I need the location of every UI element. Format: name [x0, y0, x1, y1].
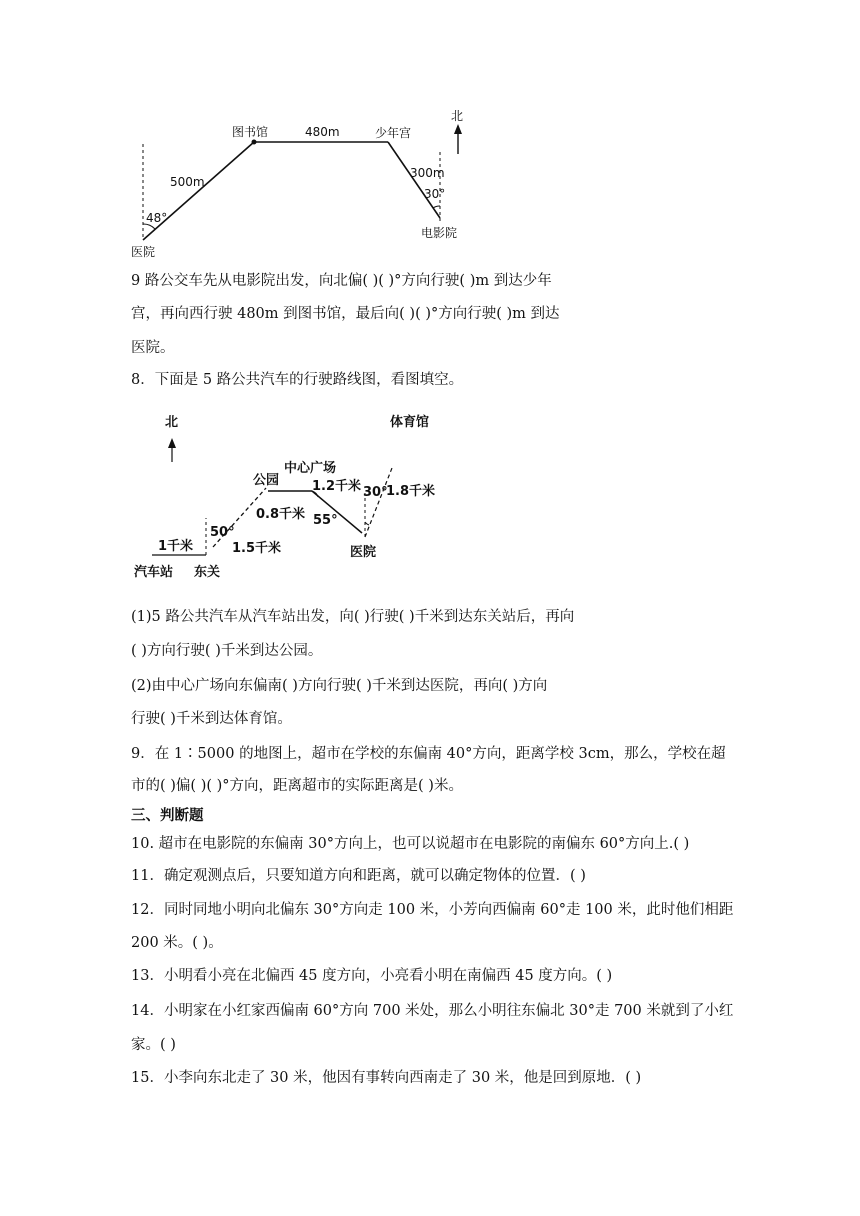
segment-hospital-stadium	[365, 468, 392, 537]
label-480m: 480m	[305, 125, 340, 139]
label-hospital: 医院	[131, 245, 156, 259]
label-youth-palace: 少年宫	[375, 126, 412, 140]
q8-part2-line-2: 行驶( )千米到达体育馆。	[131, 711, 292, 727]
label-park: 公园	[253, 473, 280, 488]
q9-line-2: 市的( )偏( )( )°方向，距离超市的实际距离是( )米。	[131, 778, 463, 794]
q8-part1-line-2: ( )方向行驶( )千米到达公园。	[131, 643, 323, 659]
q11: 11．确定观测点后，只要知道方向和距离，就可以确定物体的位置．( )	[131, 868, 586, 884]
q8-part1-line-1: (1)5 路公共汽车从汽车站出发，向( )行驶( )千米到达东关站后，再向	[131, 609, 575, 625]
q13: 13．小明看小亮在北偏西 45 度方向，小亮看小明在南偏西 45 度方向。( )	[131, 968, 613, 984]
north-arrow-head-icon-2	[168, 438, 176, 448]
label-48deg: 48°	[146, 211, 168, 225]
label-dongguan: 东关	[194, 565, 221, 580]
label-1-5km: 1.5千米	[232, 541, 282, 556]
label-30deg: 30°	[424, 187, 446, 201]
q12-line-1: 12．同时同地小明向北偏东 30°方向走 100 米，小芳向西偏南 60°走 100 米，此时他们相距	[131, 902, 734, 918]
q15: 15．小李向东北走了 30 米，他因有事转向西南走了 30 米，他是回到原地．( )	[131, 1070, 642, 1086]
label-north-2: 北	[165, 415, 179, 430]
q8-prompt: 8．下面是 5 路公共汽车的行驶路线图，看图填空。	[131, 372, 464, 388]
q14-line-2: 家。( )	[131, 1037, 176, 1053]
label-50deg: 50°	[210, 525, 235, 540]
label-1km: 1千米	[158, 539, 194, 554]
label-hospital-2: 医院	[350, 545, 377, 560]
q7-line-2: 宫，再向西行驶 480m 到图书馆，最后向( )( )°方向行驶( )m 到达	[131, 306, 560, 322]
label-cinema: 电影院	[421, 226, 458, 240]
q14-line-1: 14．小明家在小红家西偏南 60°方向 700 米处，那么小明往东偏北 30°走 700 米就到了小红	[131, 1003, 734, 1019]
q10: 10. 超市在电影院的东偏南 30°方向上，也可以说超市在电影院的南偏东 60°方向上.( )	[131, 836, 690, 852]
label-library: 图书馆	[232, 125, 269, 139]
section-heading-true-false: 三、判断题	[131, 807, 204, 824]
label-500m: 500m	[170, 175, 205, 189]
label-1-2km: 1.2千米	[312, 479, 362, 494]
label-bus-station: 汽车站	[134, 565, 174, 580]
q12-line-2: 200 米。( )。	[131, 935, 223, 951]
label-300m: 300m	[410, 166, 445, 180]
q9-line-1: 9．在 1∶5000 的地图上，超市在学校的东偏南 40°方向，距离学校 3cm，那么，学校在超	[131, 746, 726, 762]
label-55deg: 55°	[313, 513, 338, 528]
label-square: 中心广场	[284, 461, 337, 476]
label-0-8km: 0.8千米	[256, 507, 306, 522]
q7-line-1: 9 路公交车先从电影院出发，向北偏( )( )°方向行驶( )m 到达少年	[131, 273, 552, 289]
angle-arc-30b	[365, 522, 369, 525]
label-30deg-b: 30°	[363, 485, 388, 500]
label-1-8km: 1.8千米	[386, 484, 436, 499]
q7-line-3: 医院。	[131, 340, 175, 356]
label-north: 北	[451, 109, 464, 123]
q8-part2-line-1: (2)由中心广场向东偏南( )方向行驶( )千米到达医院，再向( )方向	[131, 678, 548, 694]
label-stadium: 体育馆	[390, 415, 430, 430]
